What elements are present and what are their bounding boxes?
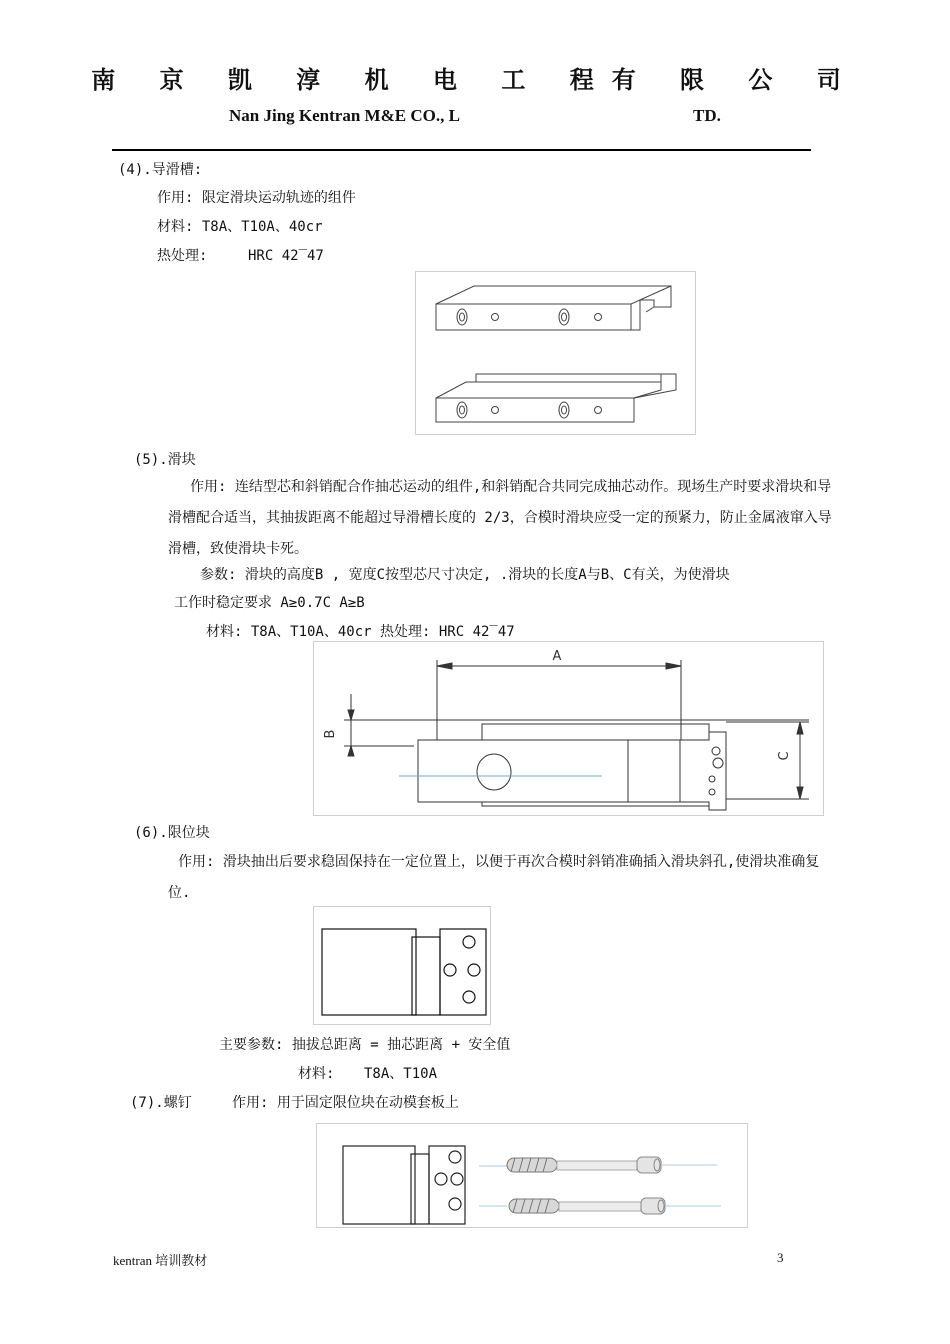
section-5-params: 参数: 滑块的高度B , 宽度C按型芯尺寸决定, .滑块的长度A与B、C有关，为使滑块: [200, 567, 730, 583]
stop-block-figure: [313, 906, 491, 1025]
company-name-en-suffix: TD.: [693, 106, 721, 125]
dimension-c-label: C: [777, 751, 792, 761]
stop-block-drawing: [314, 907, 490, 1024]
slider-figure: [313, 641, 824, 816]
section-6-material-label: 材料:: [298, 1066, 335, 1082]
screw-upper: [479, 1157, 717, 1173]
slider-drawing: [314, 642, 823, 815]
section-4-heading: (4).导滑槽:: [118, 162, 203, 178]
screw-figure: [316, 1123, 748, 1228]
footer-title: kentran 培训教材: [113, 1253, 208, 1268]
company-name-en: Nan Jing Kentran M&E CO., L: [229, 106, 460, 125]
page-number: 3: [777, 1250, 784, 1265]
section-4-heat-value: HRC 42‾47: [248, 248, 324, 264]
section-6-heading: (6).限位块: [134, 825, 210, 841]
section-7-function: 作用: 用于固定限位块在动模套板上: [232, 1095, 459, 1111]
screw-drawing: [317, 1124, 747, 1227]
section-5-function: 作用: 连结型芯和斜销配合作抽芯运动的组件,和斜销配合共同完成抽芯动作。现场生产时要求滑块和导滑槽配合适当，其抽拔距离不能超过导滑槽长度的 2/3，合模时滑块应受一定的预紧力，防止金属液窜入导滑槽，致使滑块卡死。: [168, 479, 832, 557]
screw-lower: [479, 1198, 721, 1214]
guide-rail-drawing: [416, 272, 695, 434]
section-4-heat-label: 热处理:: [157, 248, 208, 264]
section-7-heading: (7).螺钉: [130, 1095, 192, 1111]
header-rule: [112, 149, 811, 151]
guide-rail-figure: [415, 271, 696, 435]
section-5-params-cont: 工作时稳定要求 A≥0.7C A≥B: [174, 595, 365, 611]
section-4-material: 材料: T8A、T10A、40cr: [157, 219, 323, 235]
section-4-function: 作用: 限定滑块运动轨迹的组件: [157, 190, 356, 206]
section-5-material: 材料: T8A、T10A、40cr 热处理: HRC 42‾47: [206, 624, 515, 640]
company-name-cn: 南 京 凯 淳 机 电 工 程有 限 公 司: [91, 65, 859, 94]
section-6-function: 作用: 滑块抽出后要求稳固保持在一定位置上，以便于再次合模时斜销准确插入滑块斜孔,使滑块准确复位.: [168, 854, 820, 901]
dimension-b-label: B: [323, 729, 338, 739]
section-6-params: 主要参数: 抽拔总距离 = 抽芯距离 + 安全值: [219, 1037, 511, 1053]
dimension-a-label: A: [552, 649, 562, 664]
section-5-heading: (5).滑块: [134, 452, 196, 468]
section-6-material-value: T8A、T10A: [364, 1066, 438, 1082]
